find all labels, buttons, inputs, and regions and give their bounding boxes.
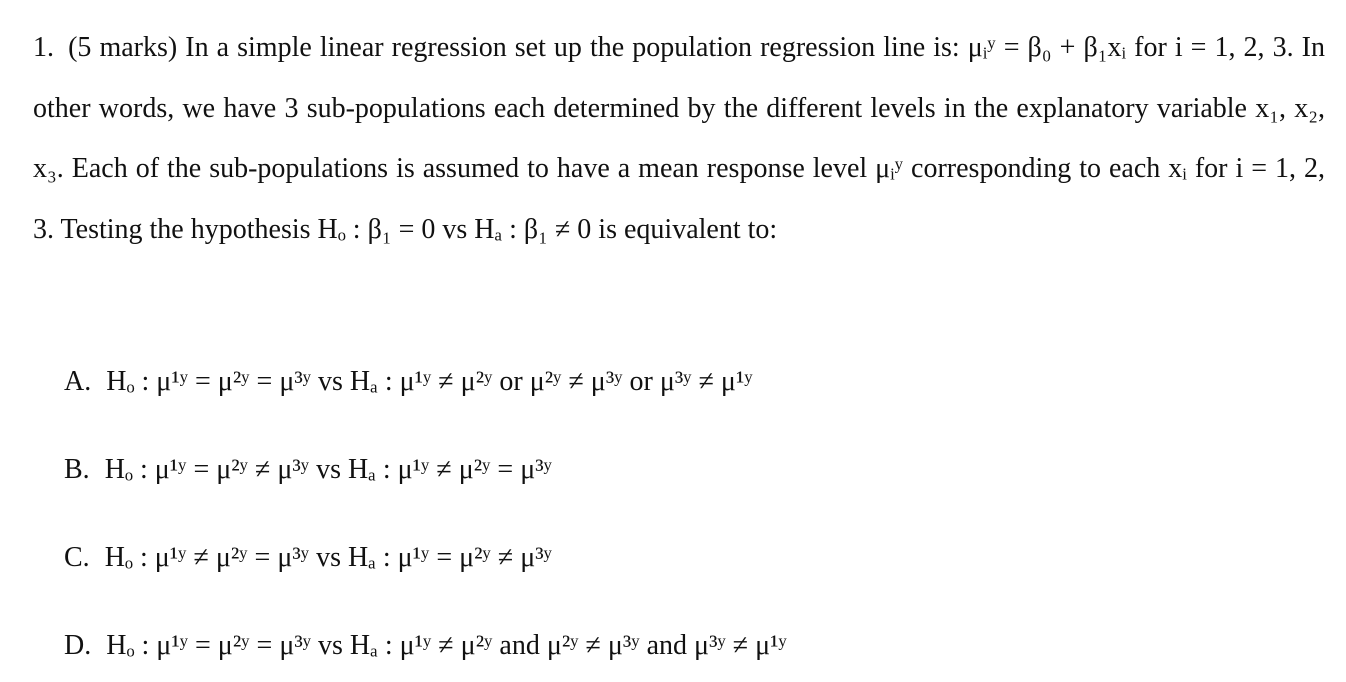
option-b-text: Hₒ : μ¹ʸ = μ²ʸ ≠ μ³ʸ vs Hₐ : μ¹ʸ ≠ μ²ʸ = μ³ʸ — [104, 454, 552, 485]
option-d-text: Hₒ : μ¹ʸ = μ²ʸ = μ³ʸ vs Hₐ : μ¹ʸ ≠ μ²ʸ and μ²ʸ ≠ μ³ʸ and μ³ʸ ≠ μ¹ʸ — [106, 630, 787, 661]
option-b — [64, 452, 552, 488]
question-text: (5 marks) In a simple linear regression set up the population regression line is: μᵢʸ = β₀ + β₁xᵢ for i = 1, 2, 3. In other words, we have 3 sub-populations each determined by the different levels in the explanatory variable x₁, x₂, x₃. Each of the sub-populations is assumed to have a mean response level μᵢʸ corresponding to each xᵢ for i = 1, 2, 3. Testing the hypothesis Hₒ : β₁ = 0 vs Hₐ : β₁ ≠ 0 is equivalent to: — [33, 32, 1325, 245]
option-a-text: Hₒ : μ¹ʸ = μ²ʸ = μ³ʸ vs Hₐ : μ¹ʸ ≠ μ²ʸ or μ²ʸ ≠ μ³ʸ or μ³ʸ ≠ μ¹ʸ — [106, 366, 753, 397]
option-a-letter: A. — [64, 366, 92, 397]
option-c-letter: C. — [64, 542, 90, 573]
option-c-text: Hₒ : μ¹ʸ ≠ μ²ʸ = μ³ʸ vs Hₐ : μ¹ʸ = μ²ʸ ≠ μ³ʸ — [104, 542, 552, 573]
option-d — [64, 628, 787, 664]
option-c — [64, 540, 552, 576]
option-d-letter: D. — [64, 630, 92, 661]
option-b-letter: B. — [64, 454, 90, 485]
question-1 — [33, 18, 1325, 260]
option-a — [64, 364, 753, 400]
question-number: 1. — [33, 32, 54, 63]
